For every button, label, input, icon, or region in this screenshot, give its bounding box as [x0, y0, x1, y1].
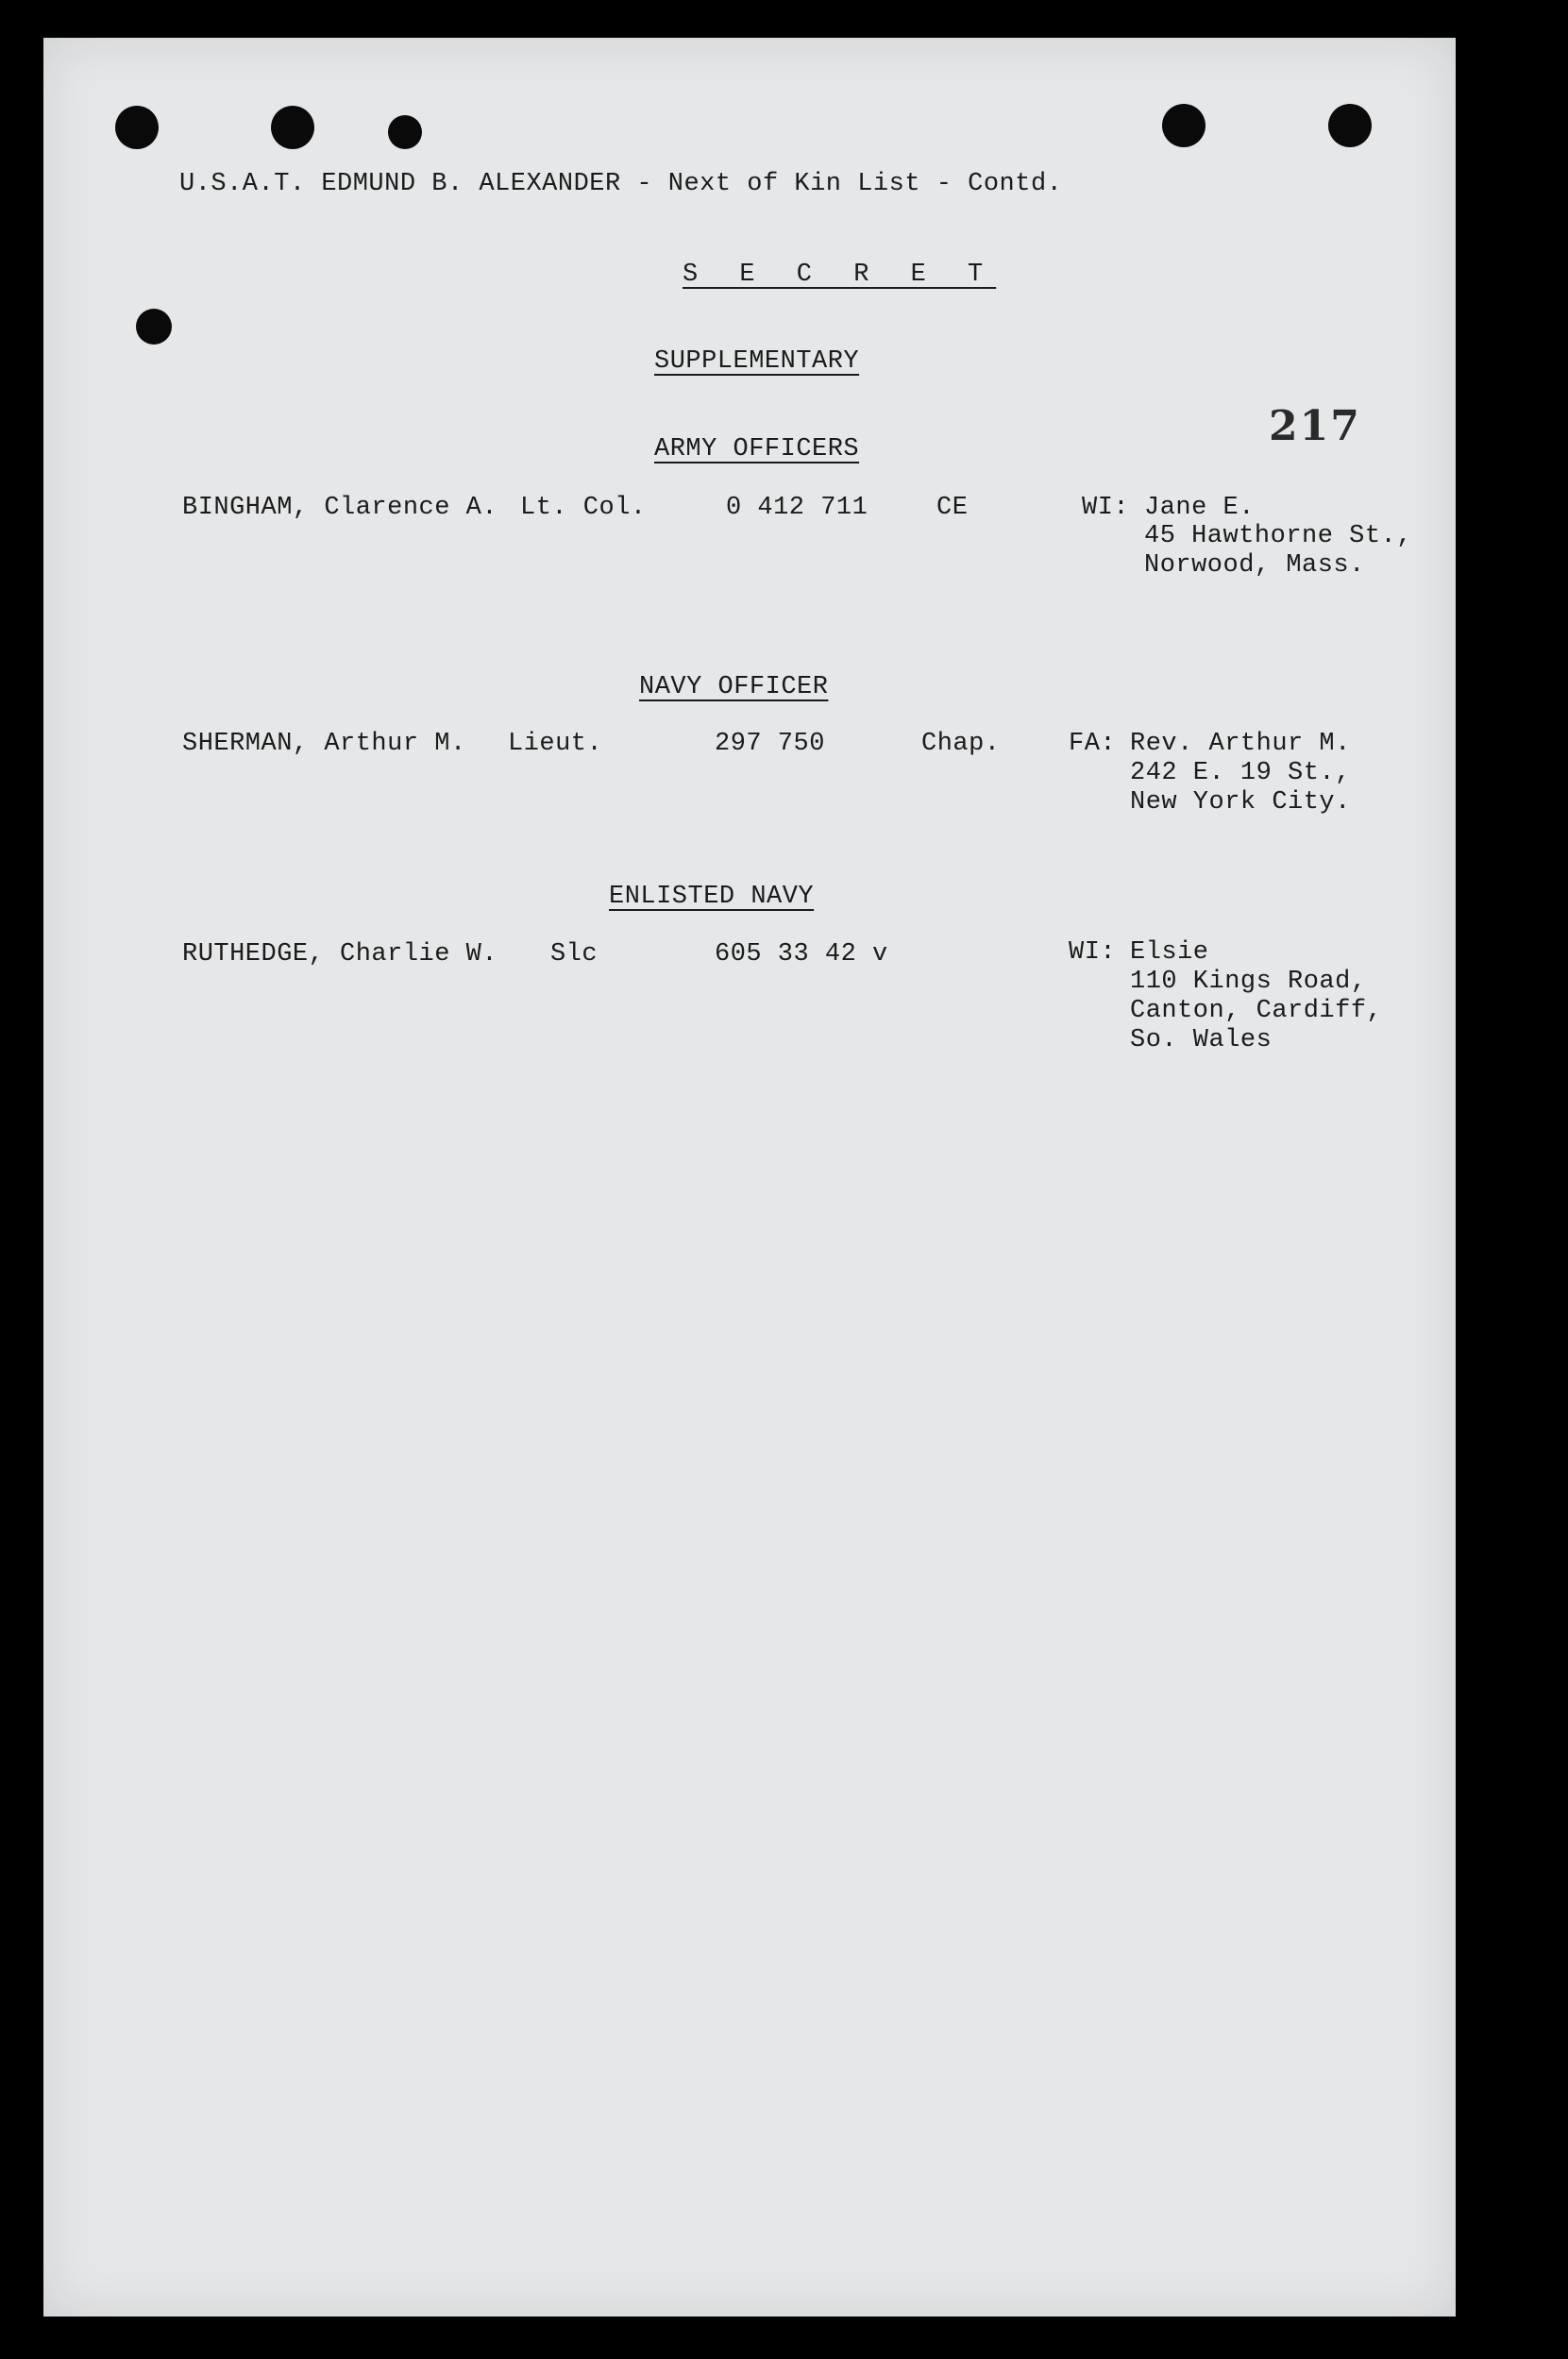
contact-line: 242 E. 19 St.,: [1130, 759, 1351, 787]
section-heading-army-officers: ARMY OFFICERS: [654, 435, 860, 463]
entry-rank: Slc: [550, 940, 599, 969]
entry-serial: 297 750: [715, 730, 825, 758]
entry-serial: 605 33 42 v: [715, 940, 888, 969]
punch-hole: [388, 115, 422, 149]
punch-hole: [136, 309, 172, 345]
entry-rank: Lt. Col.: [520, 494, 647, 522]
entry-name: BINGHAM, Clarence A.: [182, 494, 498, 522]
punch-hole: [115, 106, 159, 149]
contact-line: Norwood, Mass.: [1144, 551, 1365, 580]
contact-line: So. Wales: [1130, 1026, 1273, 1054]
punch-hole: [271, 106, 314, 149]
contact-line: 45 Hawthorne St.,: [1144, 522, 1412, 550]
entry-serial: 0 412 711: [726, 494, 868, 522]
document-header: U.S.A.T. EDMUND B. ALEXANDER - Next of Kin List - Contd.: [179, 170, 1063, 198]
section-heading-enlisted-navy: ENLISTED NAVY: [609, 883, 815, 911]
contact-line: Jane E.: [1144, 494, 1255, 522]
entry-rank: Lieut.: [508, 730, 603, 758]
contact-line: New York City.: [1130, 788, 1351, 817]
entry-relation: FA:: [1069, 730, 1117, 758]
contact-line: Rev. Arthur M.: [1130, 730, 1351, 758]
contact-line: Canton, Cardiff,: [1130, 997, 1383, 1025]
entry-relation: WI:: [1069, 938, 1117, 967]
entry-relation: WI:: [1082, 494, 1130, 522]
contact-line: Elsie: [1130, 938, 1209, 967]
punch-hole: [1328, 104, 1372, 147]
entry-branch: CE: [936, 494, 969, 522]
section-heading-navy-officer: NAVY OFFICER: [639, 673, 829, 701]
document-page: [43, 38, 1456, 2317]
entry-name: SHERMAN, Arthur M.: [182, 730, 466, 758]
entry-name: RUTHEDGE, Charlie W.: [182, 940, 498, 969]
contact-line: 110 Kings Road,: [1130, 968, 1367, 996]
classification-marking: S E C R E T: [683, 261, 997, 289]
entry-branch: Chap.: [921, 730, 1001, 758]
page-number-stamp: 217: [1269, 402, 1361, 450]
supplementary-heading: SUPPLEMENTARY: [654, 347, 860, 376]
punch-hole: [1162, 104, 1206, 147]
